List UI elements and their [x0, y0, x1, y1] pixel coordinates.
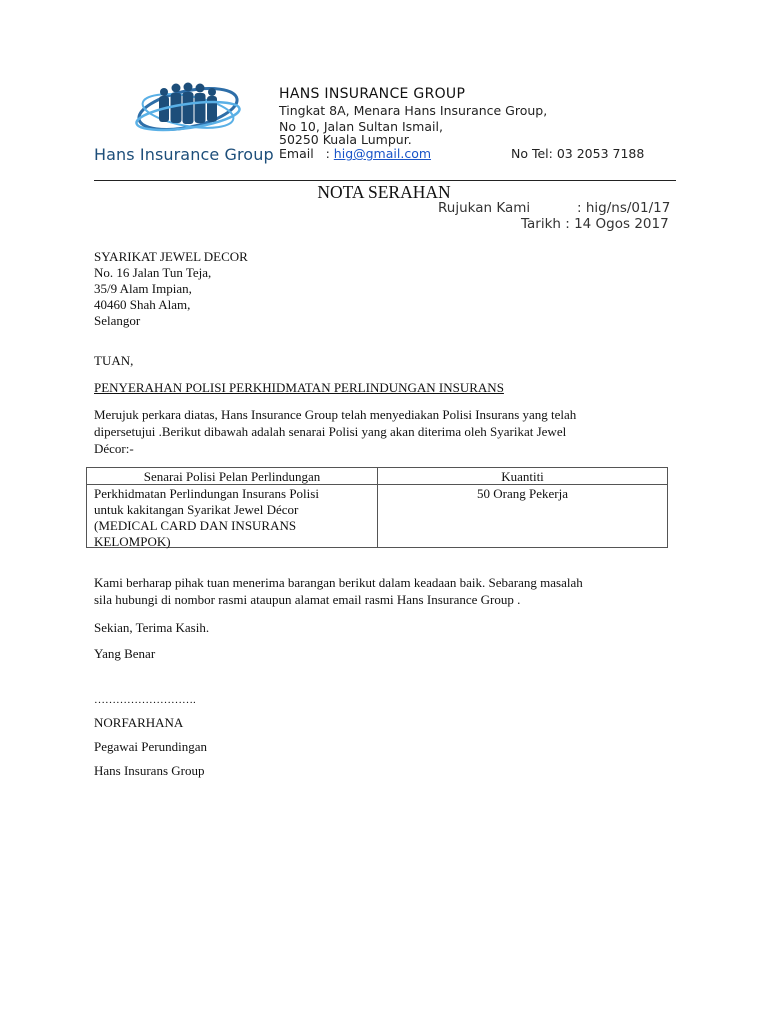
- address-line-3: 50250 Kuala Lumpur.: [279, 132, 412, 147]
- cell-line: (MEDICAL CARD DAN INSURANS: [94, 518, 297, 533]
- logo-wordmark: Hans Insurance Group: [94, 145, 274, 164]
- reference-value: : hig/ns/01/17: [577, 200, 671, 216]
- paragraph-line: Décor:-: [94, 441, 134, 456]
- cell-line: Perkhidmatan Perlindungan Insurans Polisi: [94, 486, 319, 501]
- signatory-title: Pegawai Perundingan: [94, 739, 208, 754]
- document-date: Tarikh : 14 Ogos 2017: [521, 216, 669, 232]
- intro-paragraph: [94, 406, 576, 457]
- email-row: [279, 146, 431, 161]
- table-header-quantity: Kuantiti: [501, 469, 544, 484]
- addressee-line: 40460 Shah Alam,: [94, 297, 191, 312]
- closing-sincerely: Yang Benar: [94, 646, 156, 661]
- signature-line: ……………………….: [94, 694, 196, 706]
- addressee-line: No. 16 Jalan Tun Teja,: [94, 265, 212, 280]
- paragraph-line: Merujuk perkara diatas, Hans Insurance Group telah menyediakan Polisi Insurans yang telah: [94, 407, 577, 422]
- addressee-block: [94, 249, 248, 329]
- paragraph-line: Kami berharap pihak tuan menerima barangan berikut dalam keadaan baik. Sebarang masalah: [94, 575, 583, 590]
- paragraph-line: sila hubungi di nombor rasmi ataupun alamat email rasmi Hans Insurance Group .: [94, 592, 521, 607]
- logo-people-swoosh-icon: [134, 78, 242, 140]
- cell-line: KELOMPOK): [94, 534, 171, 549]
- address-line-1: Tingkat 8A, Menara Hans Insurance Group,: [279, 103, 548, 118]
- addressee-line: 35/9 Alam Impian,: [94, 281, 192, 296]
- email-link[interactable]: hig@gmail.com: [333, 146, 432, 161]
- policy-table: [86, 467, 668, 548]
- phone-number: No Tel: 03 2053 7188: [511, 146, 645, 161]
- paragraph-line: dipersetujui .Berikut dibawah adalah senarai Polisi yang akan diterima oleh Syarikat Jewel: [94, 424, 567, 439]
- header-divider: [94, 180, 676, 181]
- document-title-text: NOTA SERAHAN: [317, 182, 451, 202]
- company-name: HANS INSURANCE GROUP: [279, 86, 466, 102]
- subject-line: PENYERAHAN POLISI PERKHIDMATAN PERLINDUNGAN INSURANS: [94, 380, 504, 395]
- table-cell-description: [94, 486, 319, 550]
- addressee-line: SYARIKAT JEWEL DECOR: [94, 249, 248, 264]
- closing-thanks: Sekian, Terima Kasih.: [94, 620, 210, 635]
- table-cell-quantity: 50 Orang Pekerja: [477, 486, 568, 501]
- addressee-line: Selangor: [94, 313, 141, 328]
- signatory-name: NORFARHANA: [94, 715, 184, 730]
- email-label: Email :: [279, 146, 334, 161]
- address-line-2: No 10, Jalan Sultan Ismail,: [279, 119, 443, 134]
- reference-label: Rujukan Kami: [438, 200, 531, 216]
- closing-paragraph: [94, 574, 583, 608]
- company-logo: [134, 78, 242, 140]
- cell-line: untuk kakitangan Syarikat Jewel Décor: [94, 502, 299, 517]
- table-header-policy: Senarai Polisi Pelan Perlindungan: [143, 469, 321, 484]
- signatory-organization: Hans Insurans Group: [94, 763, 205, 778]
- salutation: TUAN,: [94, 353, 134, 368]
